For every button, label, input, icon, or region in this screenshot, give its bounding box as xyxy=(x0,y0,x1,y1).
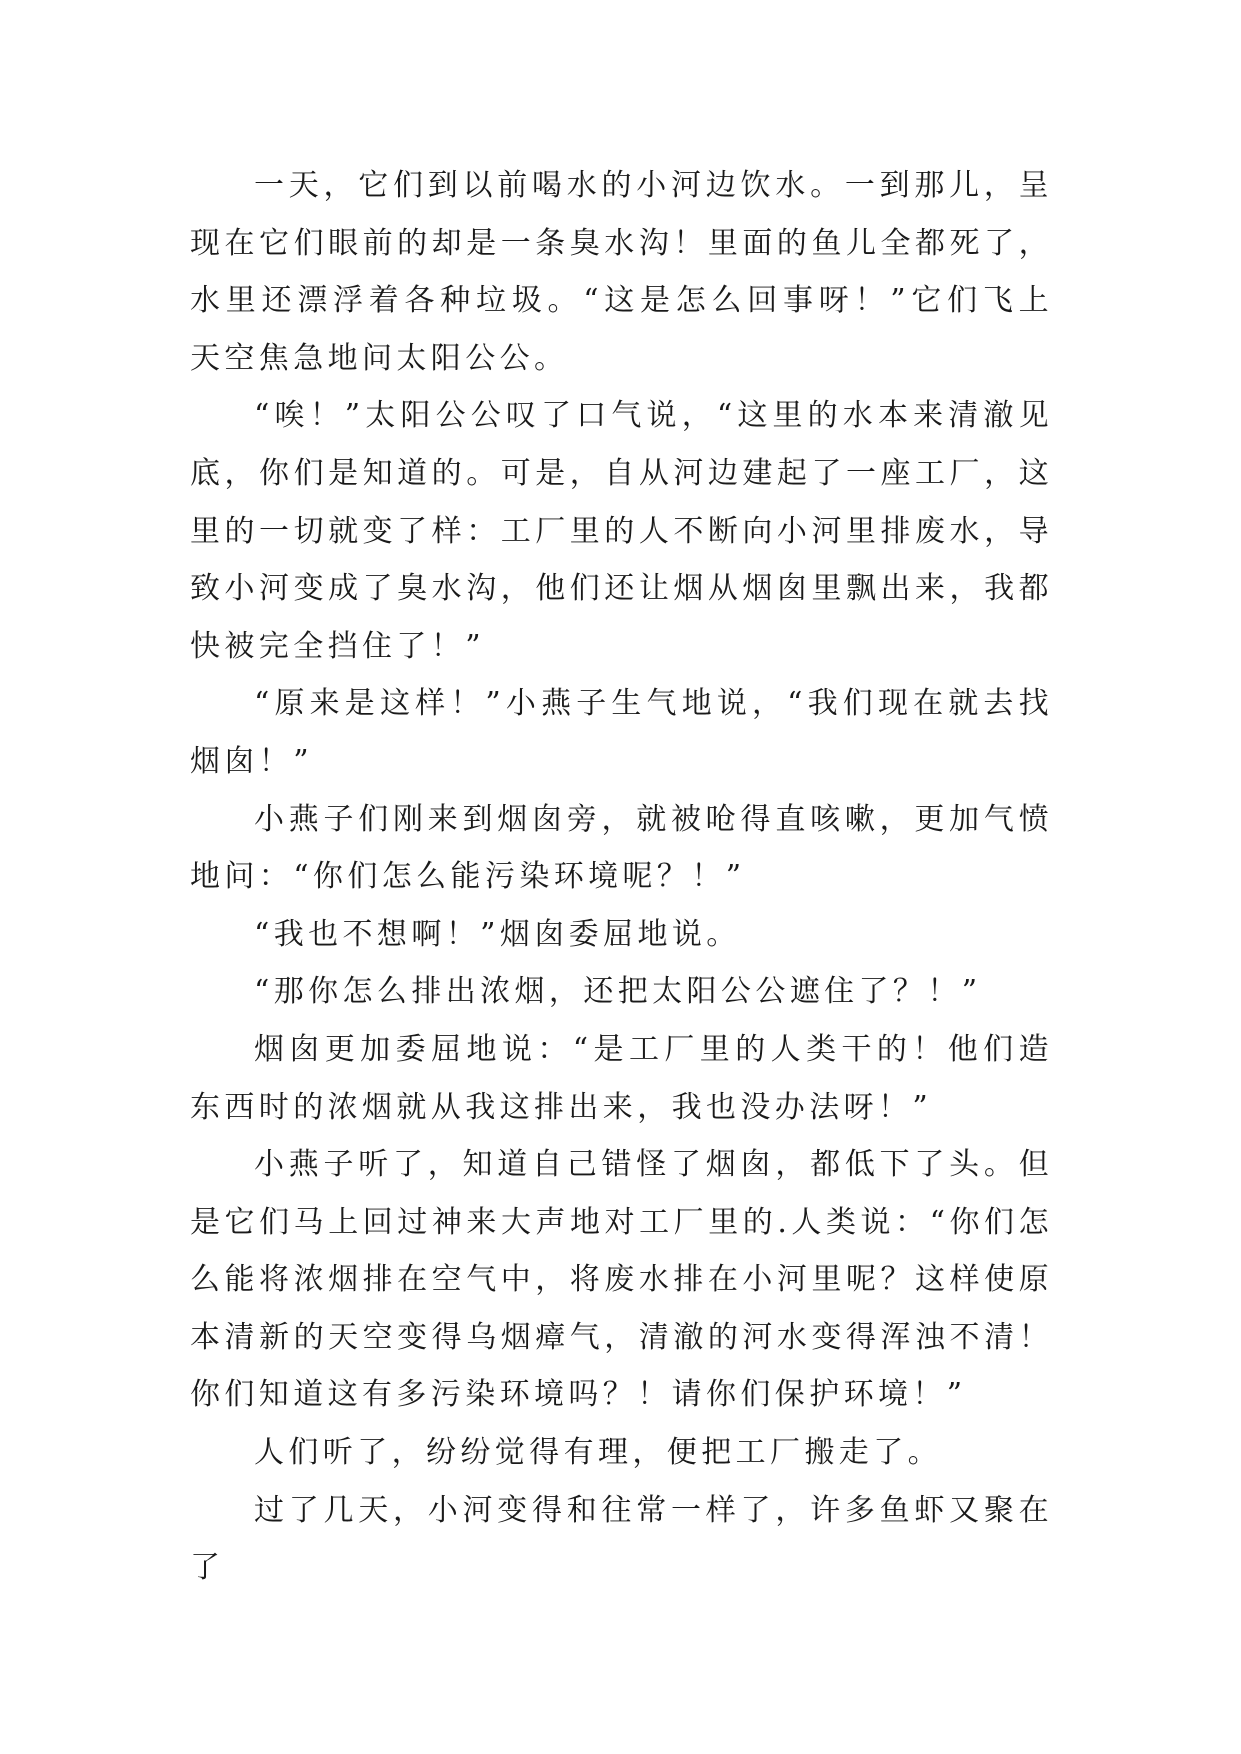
paragraph-8: 小燕子听了，知道自己错怪了烟囱，都低下了头。但是它们马上回过神来大声地对工厂里的.人类说：“你们怎么能将浓烟排在空气中，将废水排在小河里呢？这样使原本清新的天空变得乌烟瘴气，清澈的河水变得浑浊不清！你们知道这有多污染环境吗？！请你们保护环境！” xyxy=(190,1147,1053,1413)
paragraph-10: 过了几天，小河变得和往常一样了，许多鱼虾又聚在了 xyxy=(190,1492,1053,1586)
paragraph-5: “我也不想啊！”烟囱委屈地说。 xyxy=(254,916,741,952)
paragraph-2: “唉！”太阳公公叹了口气说，“这里的水本来清澈见底，你们是知道的。可是，自从河边建起了一座工厂，这里的一切就变了样：工厂里的人不断向小河里排废水，导致小河变成了臭水沟，他们还让烟从烟囱里飘出来，我都快被完全挡住了！” xyxy=(190,398,1053,664)
paragraph-9: 人们听了，纷纷觉得有理，便把工厂搬走了。 xyxy=(254,1435,942,1471)
paragraph-3: “原来是这样！”小燕子生气地说，“我们现在就去找烟囱！” xyxy=(190,686,1053,779)
paragraph-7: 烟囱更加委屈地说：“是工厂里的人类干的！他们造东西时的浓烟就从我这排出来，我也没办法呀！” xyxy=(190,1031,1053,1125)
paragraph-1: 一天，它们到以前喝水的小河边饮水。一到那儿，呈现在它们眼前的却是一条臭水沟！里面的鱼儿全都死了，水里还漂浮着各种垃圾。“这是怎么回事呀！”它们飞上天空焦急地问太阳公公。 xyxy=(190,168,1053,376)
story-text xyxy=(190,157,1053,1597)
paragraph-4: 小燕子们刚来到烟囱旁，就被呛得直咳嗽，更加气愤地问：“你们怎么能污染环境呢？！” xyxy=(190,801,1053,895)
paragraph-6: “那你怎么排出浓烟，还把太阳公公遮住了？！” xyxy=(254,974,982,1010)
